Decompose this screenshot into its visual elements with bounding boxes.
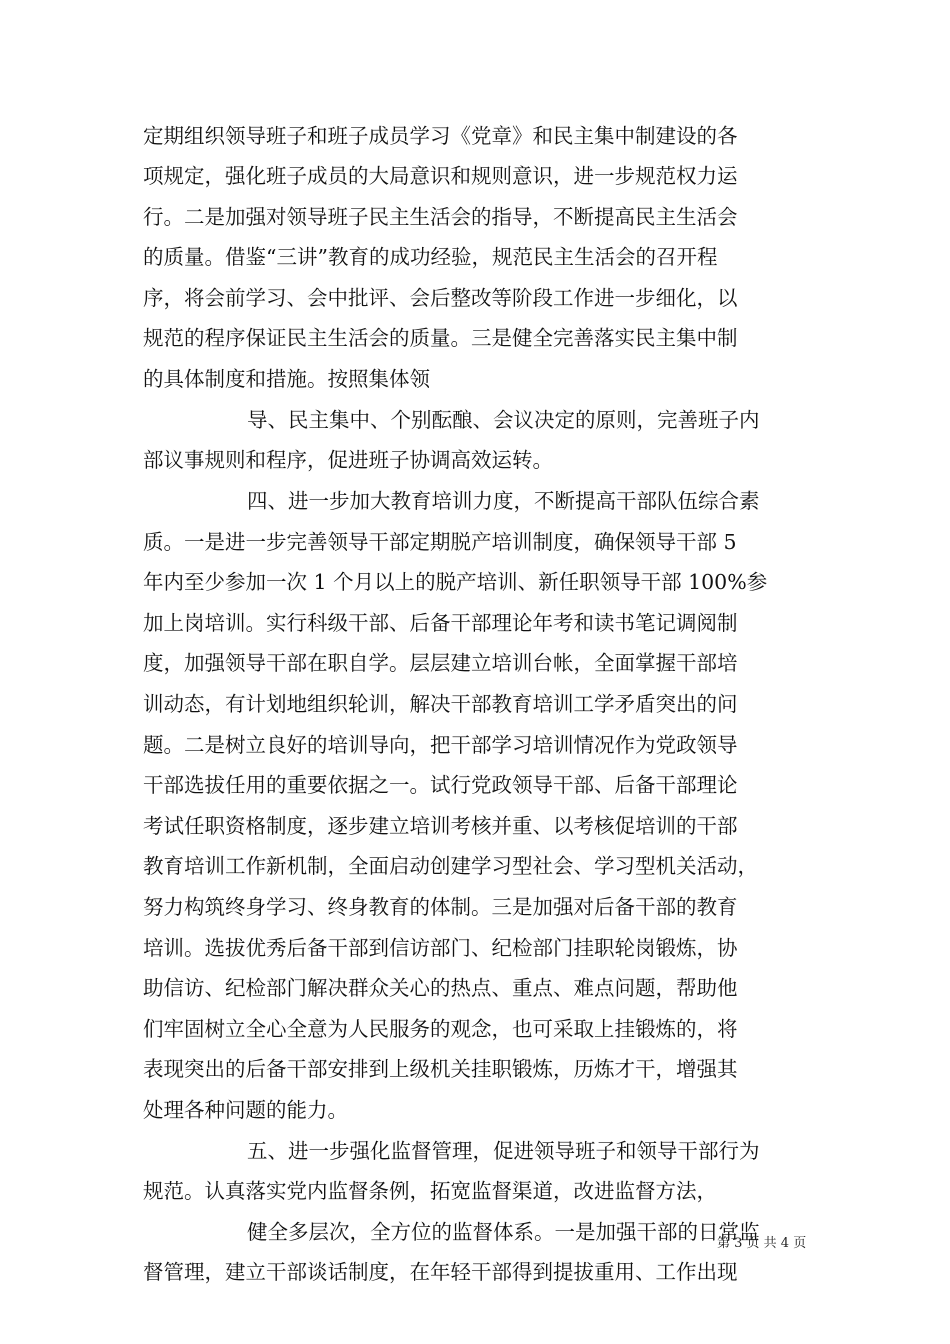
- body-text-line: 健全多层次，全方位的监督体系。一是加强干部的日常监: [247, 1220, 760, 1244]
- body-text-line: 项规定，强化班子成员的大局意识和规则意识，进一步规范权力运: [143, 164, 738, 188]
- body-text-line: 导、民主集中、个别酝酿、会议决定的原则，完善班子内: [247, 408, 760, 432]
- body-text-line: 努力构筑终身学习、终身教育的体制。三是加强对后备干部的教育: [143, 895, 738, 919]
- body-text-line: 表现突出的后备干部安排到上级机关挂职锻炼，历炼才干，增强其: [143, 1057, 738, 1081]
- body-text-line: 们牢固树立全心全意为人民服务的观念，也可采取上挂锻炼的，将: [143, 1017, 738, 1041]
- body-text-line: 质。一是进一步完善领导干部定期脱产培训制度，确保领导干部 5: [143, 530, 737, 554]
- body-text-line: 加上岗培训。实行科级干部、后备干部理论年考和读书笔记调阅制: [143, 611, 738, 635]
- body-text-line: 教育培训工作新机制，全面启动创建学习型社会、学习型机关活动，: [143, 854, 758, 878]
- body-text-line: 督管理，建立干部谈话制度，在年轻干部得到提拔重用、工作出现: [143, 1260, 738, 1284]
- body-text-line: 的质量。借鉴“三讲”教育的成功经验，规范民主生活会的召开程: [143, 245, 718, 269]
- section-heading-line: 五、进一步强化监督管理，促进领导班子和领导干部行为: [247, 1139, 760, 1163]
- body-text-line: 度，加强领导干部在职自学。层层建立培训台帐，全面掌握干部培: [143, 651, 738, 675]
- body-text-line: 规范的程序保证民主生活会的质量。三是健全完善落实民主集中制: [143, 326, 738, 350]
- body-text-line: 规范。认真落实党内监督条例，拓宽监督渠道，改进监督方法，: [143, 1179, 717, 1203]
- body-text-line: 考试任职资格制度，逐步建立培训考核并重、以考核促培训的干部: [143, 814, 738, 838]
- body-text-line: 年内至少参加一次 1 个月以上的脱产培训、新任职领导干部 100%参: [143, 570, 768, 594]
- section-heading-line: 四、进一步加大教育培训力度，不断提高干部队伍综合素: [247, 489, 760, 513]
- body-text-line: 行。二是加强对领导班子民主生活会的指导，不断提高民主生活会: [143, 205, 738, 229]
- body-text-line: 序，将会前学习、会中批评、会后整改等阶段工作进一步细化，以: [143, 286, 738, 310]
- page-number-footer: 第 3 页 共 4 页: [717, 1236, 807, 1251]
- body-text-line: 的具体制度和措施。按照集体领: [143, 367, 430, 391]
- body-text-line: 定期组织领导班子和班子成员学习《党章》和民主集中制建设的各: [143, 124, 738, 148]
- body-text-line: 题。二是树立良好的培训导向，把干部学习培训情况作为党政领导: [143, 733, 738, 757]
- body-text-line: 部议事规则和程序，促进班子协调高效运转。: [143, 448, 553, 472]
- body-text-line: 处理各种问题的能力。: [143, 1098, 348, 1122]
- body-text-line: 训动态，有计划地组织轮训，解决干部教育培训工学矛盾突出的问: [143, 692, 738, 716]
- body-text-line: 干部选拔任用的重要依据之一。试行党政领导干部、后备干部理论: [143, 773, 738, 797]
- body-text-line: 培训。选拔优秀后备干部到信访部门、纪检部门挂职轮岗锻炼，协: [143, 936, 738, 960]
- body-text-line: 助信访、纪检部门解决群众关心的热点、重点、难点问题，帮助他: [143, 976, 738, 1000]
